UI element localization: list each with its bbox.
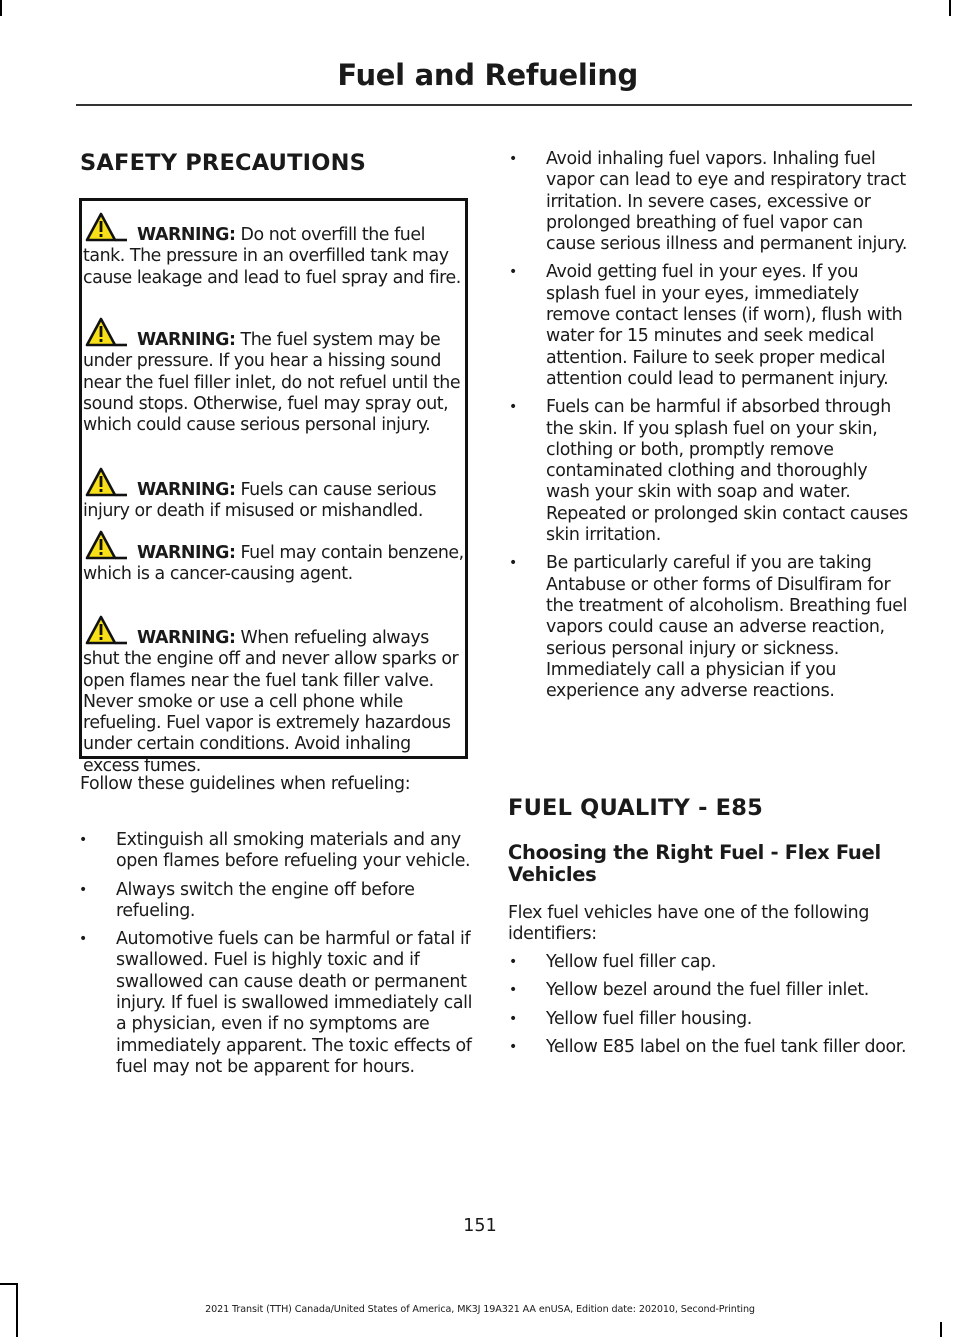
warning-3 <box>83 466 465 523</box>
list-item-text: Extinguish all smoking materials and any open flames before refueling your vehicle. <box>116 830 471 872</box>
list-item <box>79 880 475 923</box>
warning-triangle-icon <box>83 316 129 348</box>
crop-mark-top-right <box>949 0 951 16</box>
crop-mark-top-left <box>0 0 2 16</box>
bullet-glyph: • <box>509 982 517 999</box>
list-item <box>509 262 909 390</box>
crop-mark-bottom-right <box>940 1322 942 1337</box>
flex-fuel-identifiers <box>509 952 911 1065</box>
bullet-glyph: • <box>509 954 517 970</box>
list-item-text: Yellow fuel filler housing. <box>546 1008 752 1029</box>
refuel-guidelines-right <box>509 149 909 709</box>
warning-label: WARNING: <box>137 543 236 563</box>
list-item-text: Yellow bezel around the fuel filler inlet. <box>546 980 869 1001</box>
list-item-text: Be particularly careful if you are taking Antabuse or other forms of Disulfiram for the treatment of alcoholism. Breathing fuel vapors could cause an adverse reaction, serious personal injury or sickness. Immediately call a physician if you experience any adverse reactions. <box>546 553 908 702</box>
warning-text: Fuels can cause serious injury or death if misused or mishandled. <box>83 480 437 522</box>
list-item <box>509 1037 911 1058</box>
list-item-text: Yellow E85 label on the fuel tank filler door. <box>546 1036 907 1057</box>
list-item-text: Always switch the engine off before refueling. <box>116 879 415 921</box>
bullet-glyph: • <box>509 151 517 167</box>
header-divider <box>76 104 912 106</box>
warning-triangle-icon <box>83 614 129 646</box>
warning-text: When refueling always shut the engine off and never allow sparks or open flames near the fuel tank filler valve. Never smoke or use a cell phone while refueling. Fuel vapor is extremely hazardous under certain conditions. Avoid inhaling excess fumes. <box>83 628 459 776</box>
list-item <box>509 952 911 973</box>
bullet-glyph: • <box>509 399 517 416</box>
warning-text: The fuel system may be under pressure. If you hear a hissing sound near the fuel filler inlet, do not refuel until the sound stops. Otherwise, fuel may spray out, which could cause serious personal injury. <box>83 330 461 436</box>
bullet-glyph: • <box>509 264 517 281</box>
fuel-quality-subheading: Choosing the Right Fuel - Flex Fuel Vehicles <box>508 841 881 886</box>
list-item <box>509 980 911 1001</box>
bullet-glyph: • <box>79 832 87 848</box>
edition-footer: 2021 Transit (TTH) Canada/United States of America, MK3J 19A321 AA enUSA, Edition date: 202010, Second-Printing <box>205 1304 755 1315</box>
list-item-text: Avoid inhaling fuel vapors. Inhaling fuel vapor can lead to eye and respiratory tract irritation. In severe cases, excessive or prolonged breathing of fuel vapor can cause serious illness and permanent injury. <box>546 149 908 255</box>
list-item-text: Fuels can be harmful if absorbed through the skin. If you splash fuel on your skin, clothing or both, promptly remove contaminated clothing and thoroughly wash your skin with soap and water. Repeated or prolonged skin contact causes skin irritation. <box>546 397 908 546</box>
warning-text: Fuel may contain benzene, which is a cancer-causing agent. <box>83 543 464 585</box>
refuel-guidelines-left <box>79 830 475 1085</box>
fuel-quality-heading: FUEL QUALITY - E85 <box>508 795 763 821</box>
warning-label: WARNING: <box>137 225 236 245</box>
warning-label: WARNING: <box>137 480 236 500</box>
bullet-glyph: • <box>509 555 517 572</box>
flex-fuel-intro: Flex fuel vehicles have one of the following identifiers: <box>508 903 870 945</box>
bullet-glyph: • <box>79 881 87 898</box>
warning-triangle-icon <box>83 466 129 498</box>
list-item <box>509 1009 911 1030</box>
warning-triangle-icon <box>83 211 129 243</box>
list-item <box>509 149 909 255</box>
warning-1 <box>83 211 465 289</box>
list-item <box>509 397 909 546</box>
section-title: Fuel and Refueling <box>337 58 638 92</box>
bullet-glyph: • <box>509 1010 517 1027</box>
list-item <box>509 553 909 702</box>
bullet-glyph: • <box>79 931 87 948</box>
list-item <box>79 929 475 1078</box>
safety-heading: SAFETY PRECAUTIONS <box>80 150 367 176</box>
refuel-intro: Follow these guidelines when refueling: <box>80 774 411 794</box>
warning-label: WARNING: <box>137 628 236 648</box>
list-item-text: Automotive fuels can be harmful or fatal if swallowed. Fuel is highly toxic and if swallowed can cause death or permanent injury. If fuel is swallowed immediately call a physician, even if no symptoms are immediately apparent. The toxic effects of fuel may not be apparent for hours. <box>116 929 473 1077</box>
list-item-text: Avoid getting fuel in your eyes. If you splash fuel in your eyes, immediately remove contact lenses (if worn), flush with water for 15 minutes and seek medical attention. Failure to seek proper medical attention could lead to permanent injury. <box>546 262 903 389</box>
page-number: 151 <box>463 1216 497 1236</box>
bullet-glyph: • <box>509 1038 517 1055</box>
list-item-text: Yellow fuel filler cap. <box>546 952 716 972</box>
warning-2 <box>83 316 465 436</box>
warning-5 <box>83 614 465 777</box>
warning-label: WARNING: <box>137 330 236 350</box>
warning-triangle-icon <box>83 529 129 561</box>
warning-4 <box>83 529 465 586</box>
list-item <box>79 830 475 873</box>
warning-text: Do not overfill the fuel tank. The pressure in an overfilled tank may cause leakage and lead to fuel spray and fire. <box>83 225 461 288</box>
